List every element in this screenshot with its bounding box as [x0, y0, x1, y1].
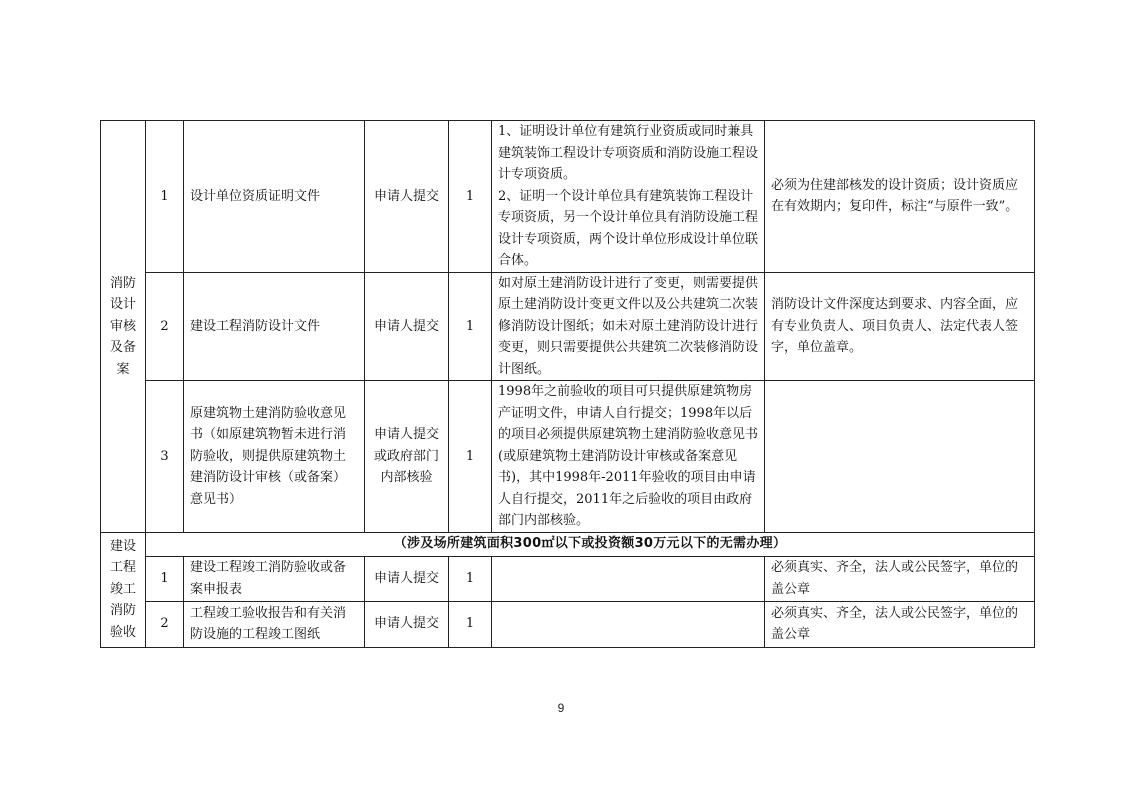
table-row	[101, 556, 1035, 601]
material-description: 1、证明设计单位有建筑行业资质或同时兼具建筑装饰工程设计专项资质和消防设施工程设计专项资质。 2、证明一个设计单位具有建筑装饰工程设计专项资质，另一个设计单位具有消防设施工程设计专项资质，两个设计单位形成设计单位联合体。	[492, 121, 765, 273]
exemption-notice: （涉及场所建筑面积300㎡以下或投资额30万元以下的无需办理）	[146, 532, 1035, 556]
material-name: 建设工程消防设计文件	[184, 272, 365, 381]
table-row	[101, 381, 1035, 533]
material-name: 建设工程竣工消防验收或备案申报表	[184, 556, 365, 601]
material-requirement: 必须真实、齐全，法人或公民签字，单位的盖公章	[765, 601, 1035, 647]
material-source: 申请人提交	[365, 272, 449, 381]
row-number: 1	[146, 121, 184, 273]
copy-count: 1	[449, 121, 492, 273]
copy-count: 1	[449, 601, 492, 647]
material-requirement	[765, 381, 1035, 533]
section-title-fire-design: 消防设计审核及备案	[101, 121, 146, 533]
row-number: 2	[146, 601, 184, 647]
copy-count: 1	[449, 381, 492, 533]
row-number: 3	[146, 381, 184, 533]
table-row	[101, 601, 1035, 647]
materials-table	[100, 120, 1035, 648]
table-row	[101, 121, 1035, 273]
material-description	[492, 601, 765, 647]
copy-count: 1	[449, 272, 492, 381]
material-name: 设计单位资质证明文件	[184, 121, 365, 273]
material-source: 申请人提交	[365, 121, 449, 273]
material-source: 申请人提交或政府部门内部核验	[365, 381, 449, 533]
material-source: 申请人提交	[365, 601, 449, 647]
material-requirement: 消防设计文件深度达到要求、内容全面，应有专业负责人、项目负责人、法定代表人签字，单位盖章。	[765, 272, 1035, 381]
material-requirement: 必须真实、齐全，法人或公民签字，单位的盖公章	[765, 556, 1035, 601]
section-title-completion-acceptance: 建设工程竣工消防验收	[101, 532, 146, 647]
material-description	[492, 556, 765, 601]
material-name: 工程竣工验收报告和有关消防设施的工程竣工图纸	[184, 601, 365, 647]
table-row	[101, 532, 1035, 556]
row-number: 1	[146, 556, 184, 601]
material-description: 如对原土建消防设计进行了变更，则需要提供原土建消防设计变更文件以及公共建筑二次装修消防设计图纸；如未对原土建消防设计进行变更，则只需要提供公共建筑二次装修消防设计图纸。	[492, 272, 765, 381]
row-number: 2	[146, 272, 184, 381]
material-name: 原建筑物土建消防验收意见书（如原建筑物暂未进行消防验收，则提供原建筑物土建消防设计审核（或备案）意见书）	[184, 381, 365, 533]
table-row	[101, 272, 1035, 381]
material-source: 申请人提交	[365, 556, 449, 601]
material-requirement: 必须为住建部核发的设计资质；设计资质应在有效期内；复印件，标注“与原件一致”。	[765, 121, 1035, 273]
page-number: 9	[557, 701, 565, 715]
material-description: 1998年之前验收的项目可只提供原建筑物房产证明文件，申请人自行提交；1998年以后的项目必须提供原建筑物土建消防验收意见书(或原建筑物土建消防设计审核或备案意见书)，其中1998年-2011年验收的项目由申请人自行提交，2011年之后验收的项目由政府部门内部核验。	[492, 381, 765, 533]
copy-count: 1	[449, 556, 492, 601]
